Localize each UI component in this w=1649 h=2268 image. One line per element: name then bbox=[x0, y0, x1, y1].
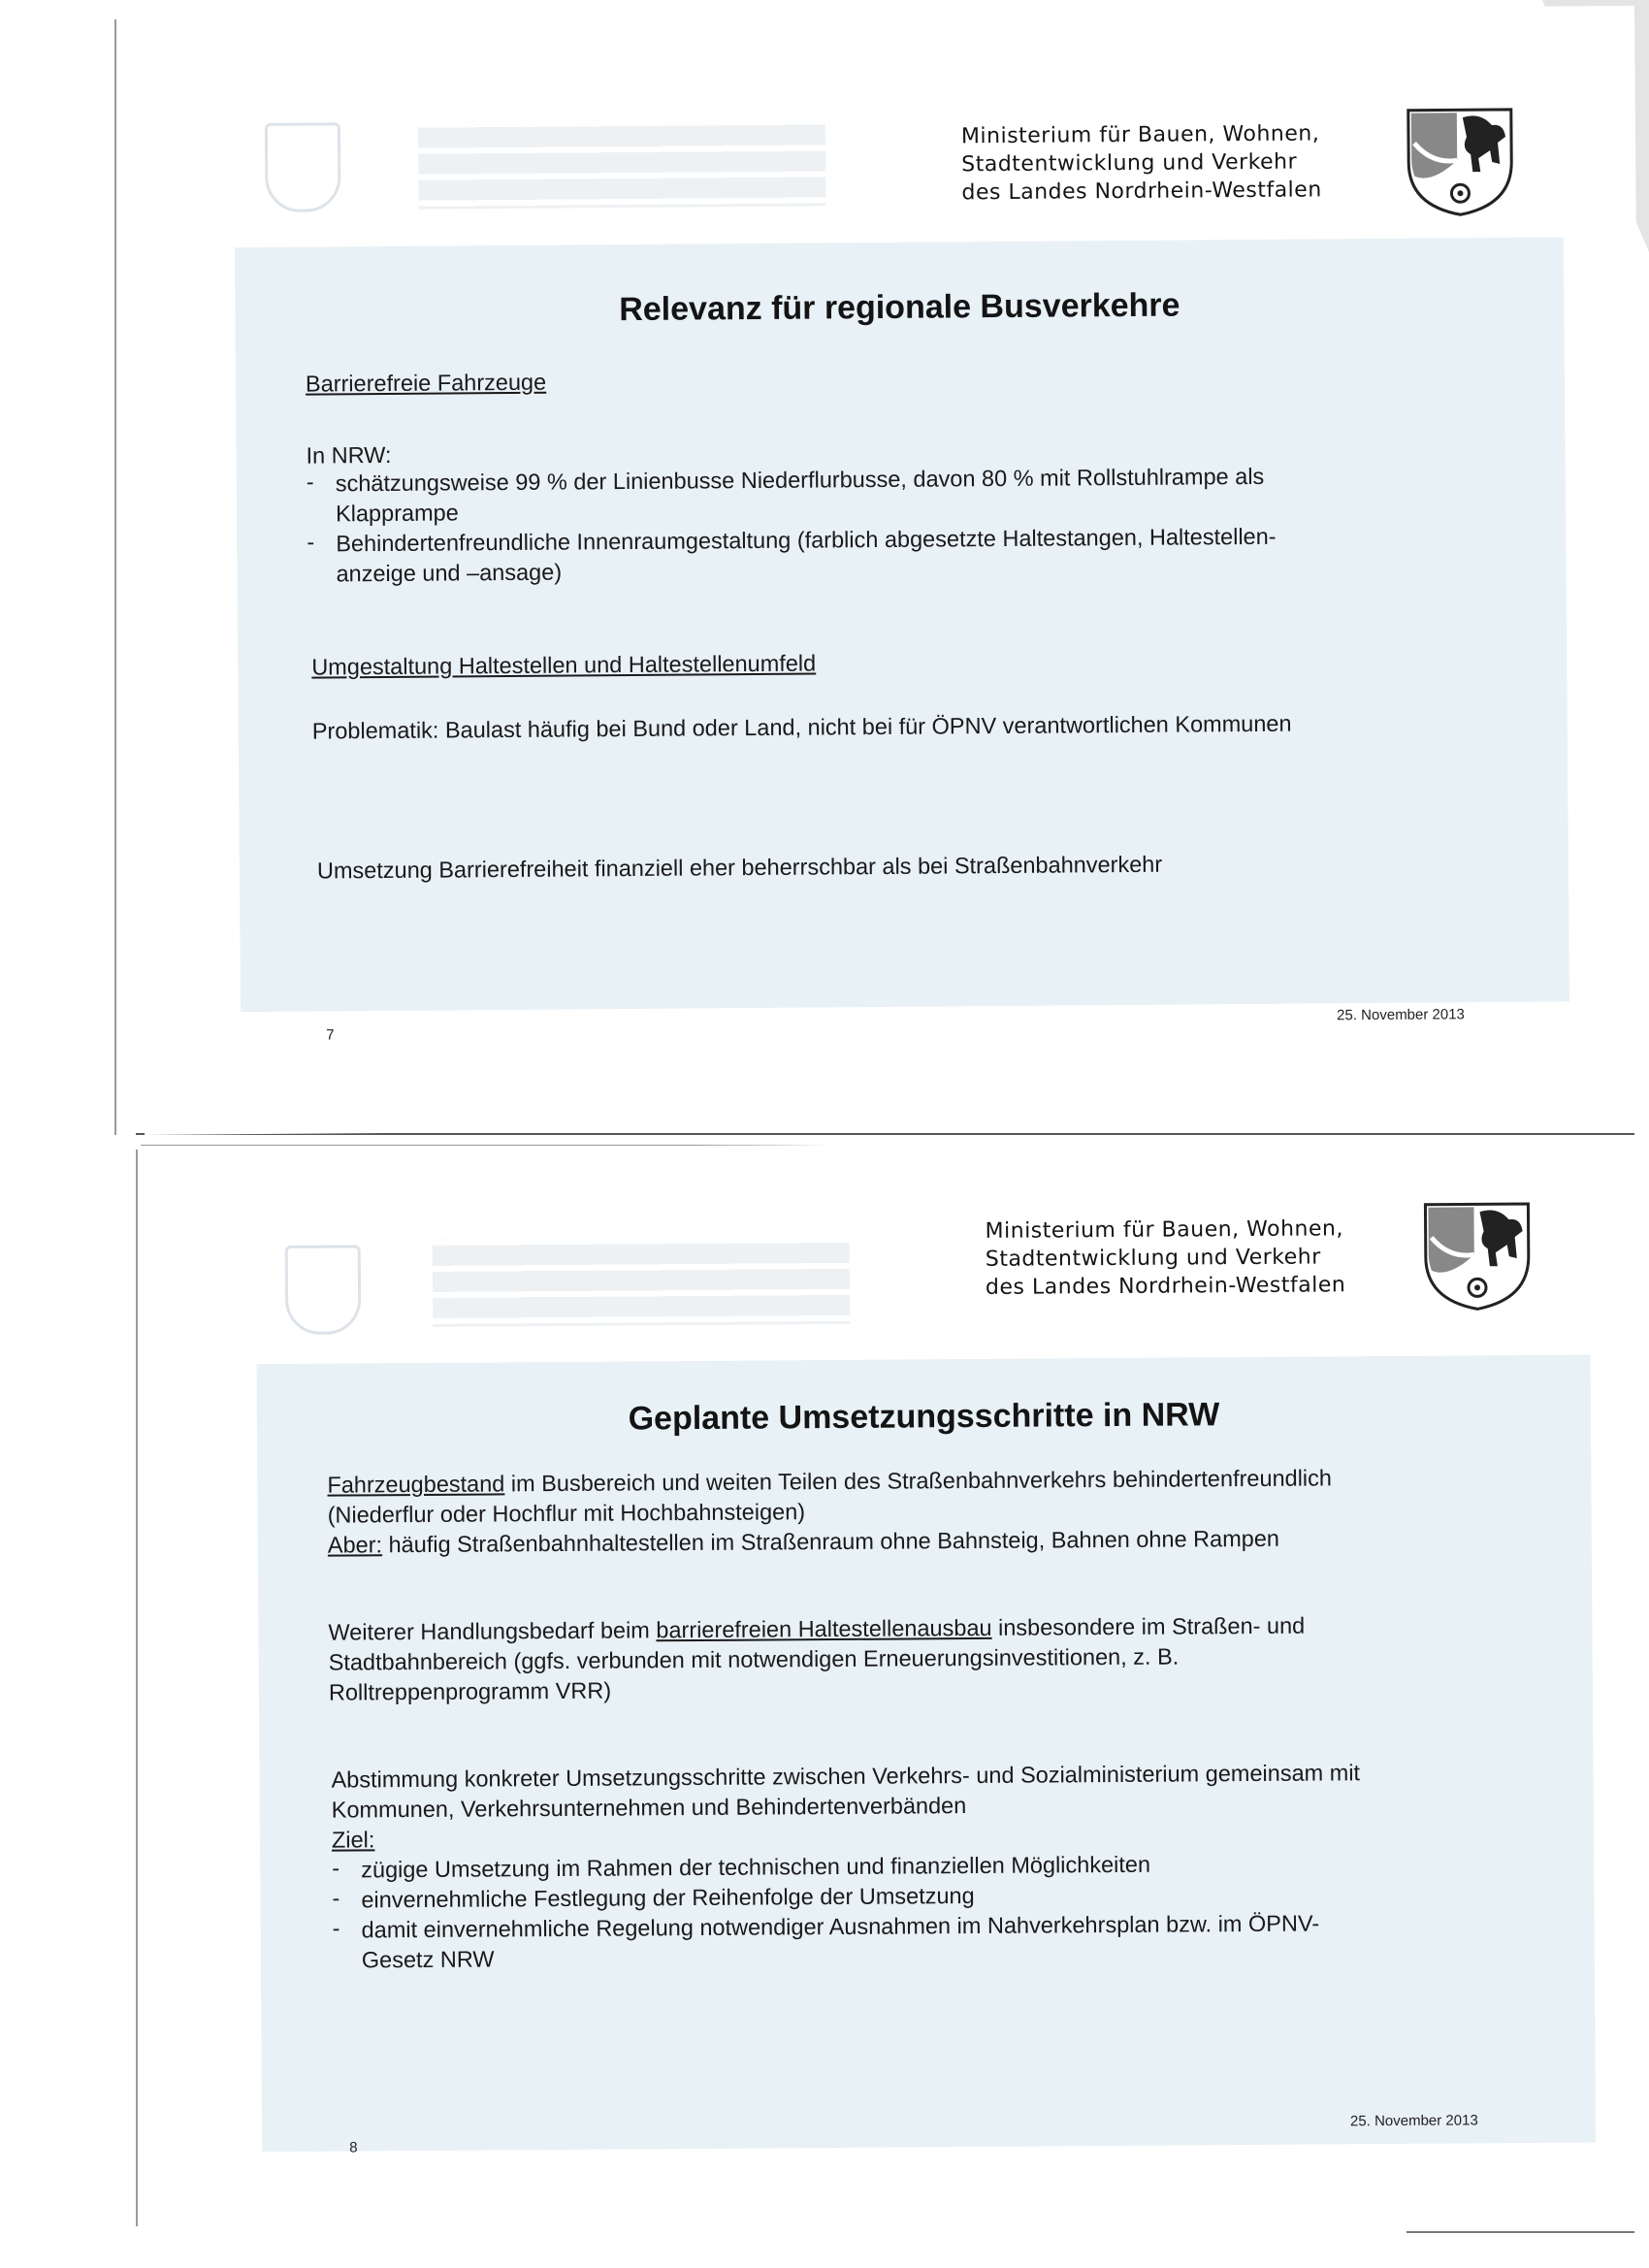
goals-heading: Ziel: bbox=[331, 1827, 375, 1853]
slide-date: 25. November 2013 bbox=[1349, 2112, 1478, 2130]
text-run: insbesondere im Straßen- und bbox=[991, 1612, 1306, 1640]
slide-8 bbox=[141, 1139, 1642, 2236]
bullet-line: Behindertenfreundliche Innenraumgestaltung (farblich abgesetzte Haltestangen, Haltestellen- bbox=[336, 523, 1277, 557]
scan-edge-left bbox=[136, 1150, 138, 2226]
conclusion-text: Umsetzung Barrierefreiheit finanziell eher beherrschbar als bei Straßenbahnverkehr bbox=[316, 851, 1163, 884]
slide-content-panel bbox=[235, 237, 1569, 1012]
ghost-ministry-text bbox=[418, 118, 826, 209]
text-run: Weiterer Handlungsbedarf beim bbox=[328, 1617, 657, 1645]
ghost-ministry-text bbox=[433, 1237, 851, 1327]
text-run: im Busbereich und weiten Teilen des Straßenbahnverkehrs behindertenfreundlich bbox=[504, 1465, 1332, 1497]
goal-item: zügige Umsetzung im Rahmen der technischen und finanziellen Möglichkeiten bbox=[361, 1851, 1151, 1883]
ministry-line: des Landes Nordrhein-Westfalen bbox=[985, 1273, 1346, 1300]
paragraph-line: (Niederflur oder Hochflur mit Hochbahnsteigen) bbox=[327, 1499, 806, 1528]
ministry-name bbox=[961, 119, 1322, 207]
page-number: 7 bbox=[326, 1026, 335, 1044]
ghost-crest bbox=[265, 122, 341, 212]
slide-7 bbox=[136, 6, 1643, 1135]
slide-date: 25. November 2013 bbox=[1337, 1006, 1465, 1024]
section-heading: Barrierefreie Fahrzeuge bbox=[305, 369, 547, 397]
paragraph-line: Rolltreppenprogramm VRR) bbox=[328, 1677, 612, 1705]
ministry-line: Ministerium für Bauen, Wohnen, bbox=[960, 121, 1320, 149]
paragraph-line: Kommunen, Verkehrsunternehmen und Behindertenverbänden bbox=[331, 1793, 967, 1823]
slide-title: Relevanz für regionale Busverkehre bbox=[619, 286, 1180, 329]
bullet-text bbox=[336, 462, 1265, 530]
goal-item bbox=[362, 1909, 1320, 1976]
scan-edge-left bbox=[114, 19, 116, 1135]
scan-edge-bottom bbox=[1406, 2231, 1634, 2233]
paragraph-stop-upgrade bbox=[328, 1611, 1305, 1708]
paragraph-coordination bbox=[331, 1758, 1360, 1855]
page-separator-line bbox=[136, 1133, 1634, 1135]
section-heading: Umgestaltung Haltestellen und Haltestellenumfeld bbox=[311, 650, 817, 680]
slide-title: Geplante Umsetzungsschritte in NRW bbox=[628, 1396, 1220, 1438]
paragraph-line bbox=[328, 1523, 1333, 1560]
problem-text: Problematik: Baulast häufig bei Bund oder Land, nicht bei für ÖPNV verantwortlichen Kommunen bbox=[311, 710, 1292, 744]
text-run: häufig Straßenbahnhaltestellen im Straßenraum ohne Bahnsteig, Bahnen ohne Rampen bbox=[381, 1525, 1280, 1558]
bullet-dash: - bbox=[306, 469, 314, 495]
ministry-line: Ministerium für Bauen, Wohnen, bbox=[985, 1216, 1343, 1244]
underlined-term: barrierefreien Haltestellenausbau bbox=[656, 1614, 992, 1643]
page-number: 8 bbox=[349, 2139, 358, 2156]
ministry-name bbox=[986, 1215, 1346, 1302]
bullet-line: schätzungsweise 99 % der Linienbusse Niederflurbusse, davon 80 % mit Rollstuhlrampe als bbox=[335, 463, 1265, 497]
bullet-line: anzeige und –ansage) bbox=[336, 559, 563, 587]
bullet-dash: - bbox=[332, 1915, 340, 1941]
goal-line: Gesetz NRW bbox=[361, 1946, 495, 1973]
paragraph-line: Abstimmung konkreter Umsetzungsschritte zwischen Verkehrs- und Sozialministerium gemeinsam mit bbox=[331, 1760, 1361, 1793]
bullet-dash: - bbox=[332, 1855, 340, 1881]
underlined-term: Fahrzeugbestand bbox=[327, 1471, 505, 1498]
ministry-line: Stadtentwicklung und Verkehr bbox=[961, 149, 1298, 178]
underlined-term: Aber: bbox=[327, 1532, 383, 1558]
ministry-line: des Landes Nordrhein-Westfalen bbox=[961, 178, 1322, 206]
ghost-crest bbox=[285, 1245, 362, 1335]
goal-item: einvernehmliche Festlegung der Reihenfolge der Umsetzung bbox=[361, 1883, 975, 1913]
bullet-dash: - bbox=[307, 529, 315, 555]
bullet-line: Klapprampe bbox=[335, 500, 459, 527]
slide-content-panel bbox=[257, 1355, 1597, 2156]
nrw-coat-of-arms-icon bbox=[1419, 1198, 1535, 1313]
bullet-text bbox=[336, 522, 1277, 590]
intro-text: In NRW: bbox=[306, 441, 392, 469]
ministry-line: Stadtentwicklung und Verkehr bbox=[985, 1245, 1321, 1272]
nrw-coat-of-arms-icon bbox=[1403, 104, 1518, 219]
paragraph-line: Stadtbahnbereich (ggfs. verbunden mit notwendigen Erneuerungsinvestitionen, z. B. bbox=[328, 1643, 1180, 1675]
paragraph-fleet bbox=[327, 1463, 1332, 1560]
goal-line: damit einvernehmliche Regelung notwendiger Ausnahmen im Nahverkehrsplan bzw. im ÖPNV- bbox=[361, 1910, 1320, 1943]
bullet-dash: - bbox=[332, 1885, 340, 1911]
